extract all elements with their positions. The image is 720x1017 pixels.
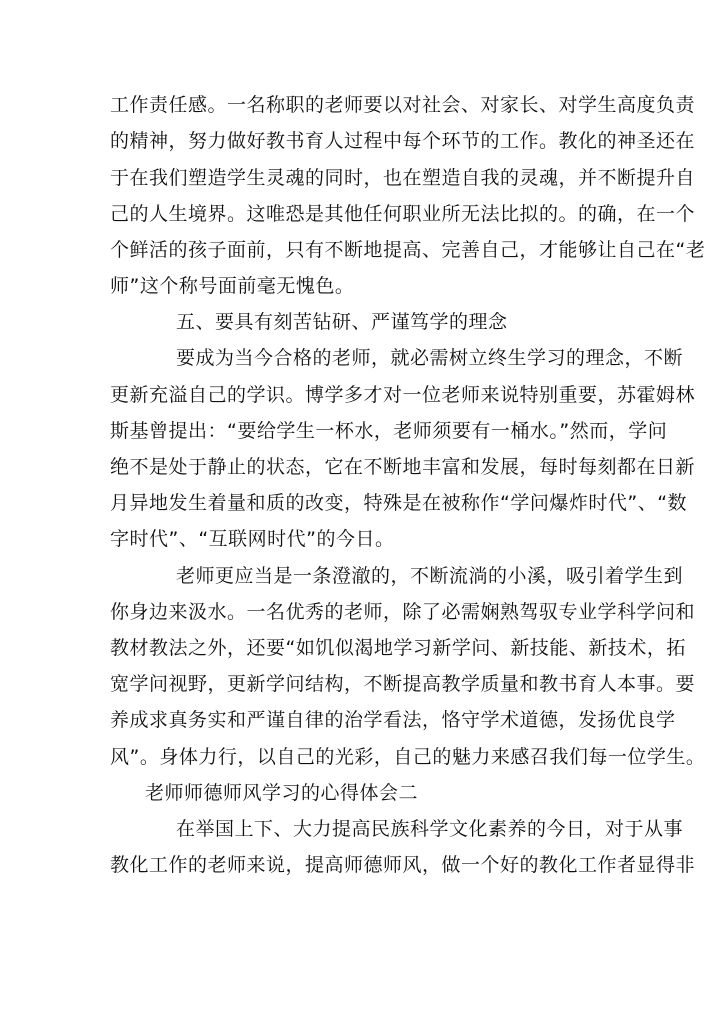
section-heading: 五、要具有刻苦钻研、严谨笃学的理念 — [176, 311, 508, 333]
paragraph-line: 己的人生境界。这唯恐是其他任何职业所无法比拟的。的确，在一个 — [110, 203, 696, 225]
paragraph-line: 月异地发生着量和质的改变，特殊是在被称作“学问爆炸时代”、“数 — [110, 492, 688, 514]
paragraph-line: 要成为当今合格的老师，就必需树立终生学习的理念，不断 — [176, 347, 684, 369]
paragraph-line: 的精神，努力做好教书育人过程中每个环节的工作。教化的神圣还在 — [110, 130, 696, 152]
paragraph-line: 教材教法之外，还要“如饥似渴地学习新学问、新技能、新技术，拓 — [110, 637, 686, 659]
paragraph-line: 师”这个称号面前毫无愧色。 — [110, 275, 355, 297]
paragraph-line: 于在我们塑造学生灵魂的同时，也在塑造自我的灵魂，并不断提升自 — [110, 167, 696, 189]
paragraph-line: 风”。身体力行，以自己的光彩，自己的魅力来感召我们每一位学生。 — [110, 746, 706, 768]
paragraph-line: 教化工作的老师来说，提高师德师风，做一个好的教化工作者显得非 — [110, 854, 696, 876]
paragraph-line: 斯基曾提出：“要给学生一杯水，老师须要有一桶水。”然而，学问 — [110, 420, 668, 442]
paragraph-line: 工作责任感。一名称职的老师要以对社会、对家长、对学生高度负责 — [110, 94, 696, 116]
paragraph-line: 更新充溢自己的学识。博学多才对一位老师来说特别重要，苏霍姆林 — [110, 384, 696, 406]
paragraph-line: 养成求真务实和严谨自律的治学看法，恪守学术道德，发扬优良学 — [110, 709, 676, 731]
paragraph-line: 你身边来汲水。一名优秀的老师，除了必需娴熟驾驭专业学科学问和 — [110, 601, 696, 623]
paragraph-line: 绝不是处于静止的状态，它在不断地丰富和发展，每时每刻都在日新 — [110, 456, 696, 478]
paragraph-line: 在举国上下、大力提高民族科学文化素养的今日，对于从事 — [176, 818, 684, 840]
paragraph-line: 老师更应当是一条澄澈的，不断流淌的小溪，吸引着学生到 — [176, 565, 684, 587]
section-title: 老师师德师风学习的心得体会二 — [145, 782, 419, 804]
paragraph-line: 宽学问视野，更新学问结构，不断提高教学质量和教书育人本事。要 — [110, 673, 696, 695]
paragraph-line: 字时代”、“互联网时代”的今日。 — [110, 528, 395, 550]
paragraph-line: 个鲜活的孩子面前，只有不断地提高、完善自己，才能够让自己在“老 — [110, 239, 706, 261]
